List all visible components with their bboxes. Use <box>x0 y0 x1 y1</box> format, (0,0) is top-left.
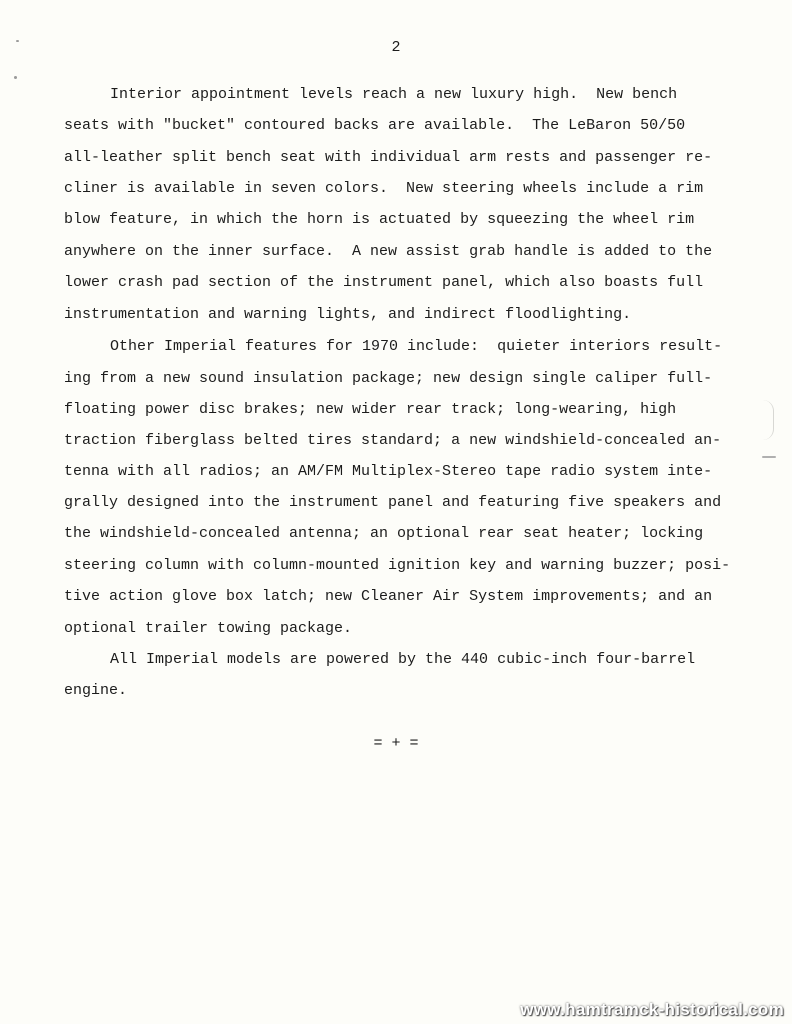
text-line: seats with "bucket" contoured backs are available. The LeBaron 50/50 <box>64 117 686 134</box>
text-line: all-leather split bench seat with individual arm rests and passenger re- <box>64 149 713 166</box>
text-line: ing from a new sound insulation package; new design single caliper full- <box>64 370 713 387</box>
text-line: Other Imperial features for 1970 include: quieter interiors result- <box>110 338 723 355</box>
paper-crease <box>763 400 774 440</box>
text-line: blow feature, in which the horn is actuated by squeezing the wheel rim <box>64 211 695 228</box>
page-number: 2 <box>391 39 401 56</box>
scan-speck <box>762 456 776 458</box>
text-line: floating power disc brakes; new wider rear track; long-wearing, high <box>64 401 677 418</box>
text-line: grally designed into the instrument panel and featuring five speakers and <box>64 494 722 511</box>
text-line: tenna with all radios; an AM/FM Multiplex-Stereo tape radio system inte- <box>64 463 713 480</box>
text-line: instrumentation and warning lights, and indirect floodlighting. <box>64 306 632 323</box>
text-line: steering column with column-mounted ignition key and warning buzzer; posi- <box>64 557 731 574</box>
text-line: All Imperial models are powered by the 440 cubic-inch four-barrel <box>110 651 696 668</box>
text-line: anywhere on the inner surface. A new assist grab handle is added to the <box>64 243 713 260</box>
text-line: traction fiberglass belted tires standard; a new windshield-concealed an- <box>64 432 722 449</box>
end-mark: = + = <box>373 735 419 752</box>
text-line: lower crash pad section of the instrument panel, which also boasts full <box>64 274 704 291</box>
text-line: the windshield-concealed antenna; an optional rear seat heater; locking <box>64 525 704 542</box>
text-line: optional trailer towing package. <box>64 620 353 637</box>
text-line: engine. <box>64 682 128 699</box>
site-watermark: www.hamtramck-historical.com <box>520 1000 784 1019</box>
text-line: cliner is available in seven colors. New steering wheels include a rim <box>64 180 704 197</box>
scan-speck <box>14 76 17 79</box>
text-line: Interior appointment levels reach a new luxury high. New bench <box>110 86 678 103</box>
scan-speck <box>16 40 19 42</box>
text-line: tive action glove box latch; new Cleaner Air System improvements; and an <box>64 588 713 605</box>
